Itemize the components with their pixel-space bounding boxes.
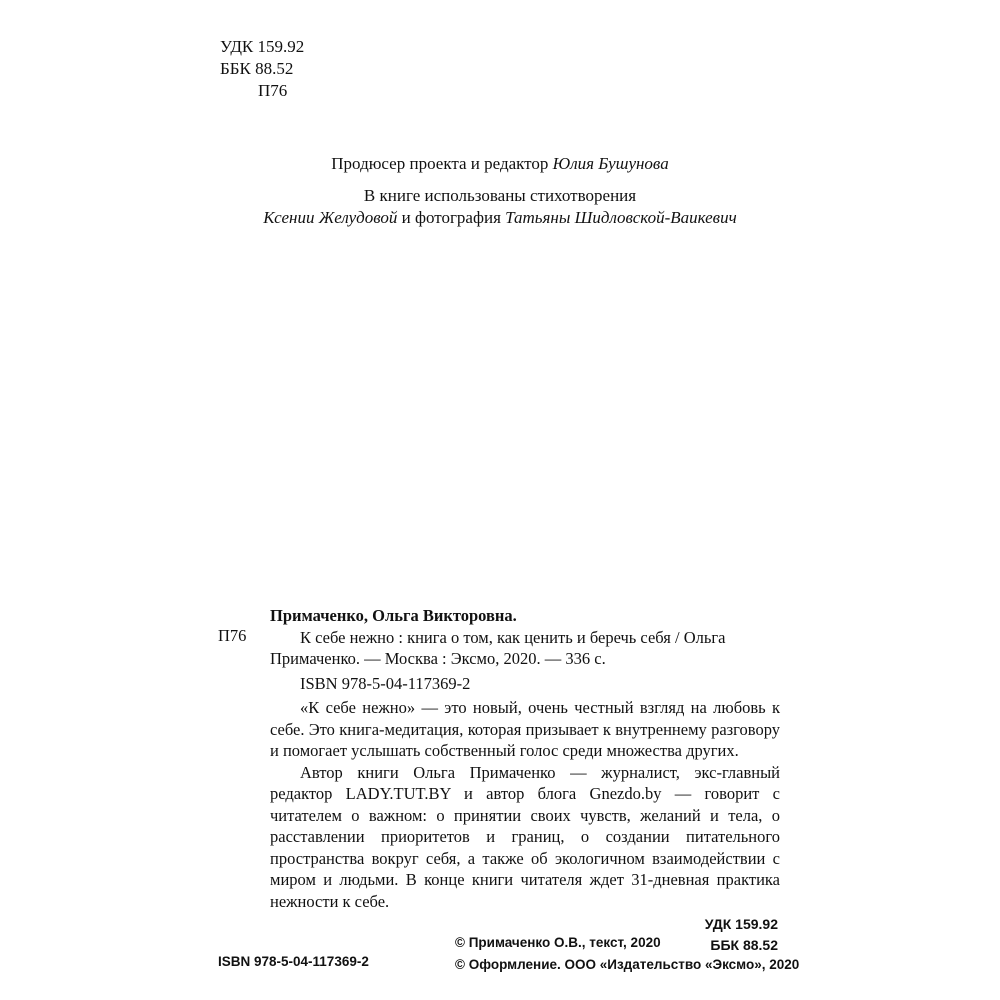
catalog-isbn: ISBN 978-5-04-117369-2 [300, 673, 471, 693]
udk-code: УДК 159.92 [220, 37, 305, 56]
author-mark: П76 [258, 81, 288, 100]
producer-credit [0, 153, 1000, 175]
copyright-design: © Оформление. ООО «Издательство «Эксмо», 2020 [455, 957, 800, 972]
catalog-title-line-2: Примаченко. — Москва : Эксмо, 2020. — 336 с. [270, 649, 606, 668]
catalog-udk: УДК 159.92 [704, 916, 778, 932]
catalog-author-mark: П76 [218, 626, 247, 645]
catalog-annotation-2: Автор книги Ольга Примаченко — журналист, экс-главный редактор LADY.TUT.BY и автор блога Gnezdo.by — говорит с читателем о важном: о принятии своих чувств, желаний и тела, о расставлении приоритетов и границ, о создании питательного пространства вокруг себя, а также об экологичном взаимодействии с миром и людьми. В конце книги читателя ждет 31-дневная практика нежности к себе. [270, 762, 780, 911]
photographer-name: Татьяны Шидловской-Ваикевич [505, 208, 737, 227]
catalog-annotation-1: «К себе нежно» — это новый, очень честный взгляд на любовь к себе. Это книга-медитация, которая призывает к внутреннему разговору и помогает услышать собственный голос среди множества других. [270, 698, 780, 760]
catalog-title-line-1: К себе нежно : книга о том, как ценить и беречь себя / Ольга [300, 627, 726, 647]
bbk-code: ББК 88.52 [220, 59, 294, 78]
poems-credit-line [0, 185, 1000, 207]
copyright-block [455, 932, 799, 976]
photo-connector: и фотография [401, 208, 501, 227]
catalog-card [270, 605, 780, 956]
producer-name: Юлия Бушунова [552, 154, 669, 173]
footer-isbn: ISBN 978-5-04-117369-2 [218, 954, 369, 969]
copyright-text: © Примаченко О.В., текст, 2020 [455, 935, 661, 950]
top-classification-codes [220, 36, 304, 102]
poems-credit-text: В книге использованы стихотворения [363, 186, 637, 205]
catalog-bbk: ББК 88.52 [710, 937, 778, 953]
poet-name: Ксении Желудовой [263, 208, 398, 227]
producer-prefix: Продюсер проекта и редактор [331, 154, 549, 173]
contributors-credit-line [0, 207, 1000, 229]
catalog-author: Примаченко, Ольга Викторовна. [270, 606, 517, 625]
